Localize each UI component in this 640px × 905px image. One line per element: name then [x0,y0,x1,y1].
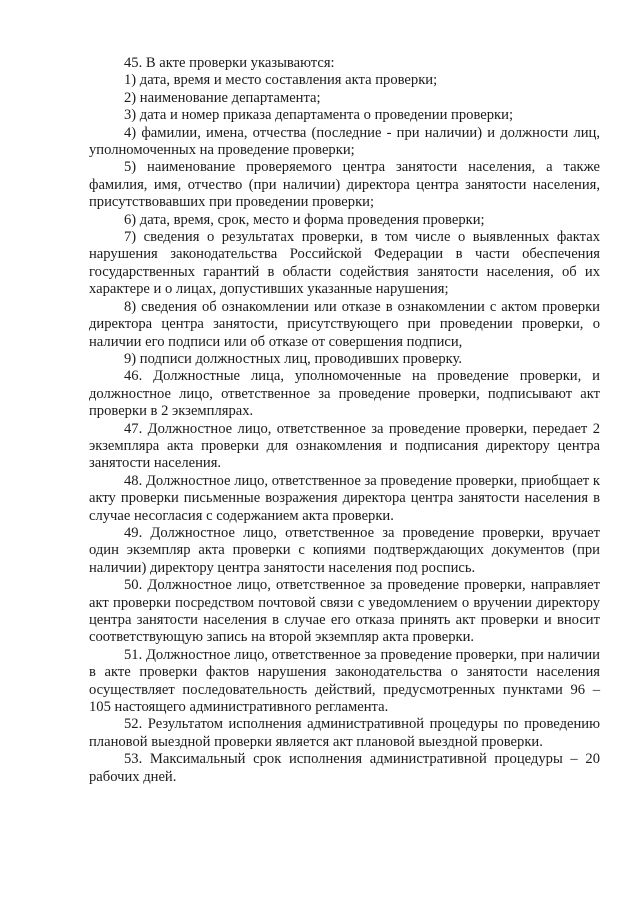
paragraph-46: 46. Должностные лица, уполномоченные на проведение проверки, и должностное лицо, ответственное за проведение проверки, подписывают акт проверки в 2 экземплярах. [89,368,600,420]
list-item-8: 8) сведения об ознакомлении или отказе в ознакомлении с актом проверки директора центра занятости, присутствующего при проведении проверки, о наличии его подписи или об отказе от совершения подписи, [89,298,600,350]
paragraph-53: 53. Максимальный срок исполнения административной процедуры – 20 рабочих дней. [89,751,600,785]
list-item-2: 2) наименование департамента; [124,89,321,106]
list-item-3: 3) дата и номер приказа департамента о проведении проверки; [124,107,514,124]
list-item-6: 6) дата, время, срок, место и форма проведения проверки; [124,211,485,228]
paragraph-47: 47. Должностное лицо, ответственное за проведение проверки, передает 2 экземпляра акта проверки для ознакомления и подписания директору центра занятости населения. [89,420,600,472]
paragraph-50: 50. Должностное лицо, ответственное за проведение проверки, направляет акт проверки посредством почтовой связи с уведомлением о вручении директору центра занятости населения в случае его отказа принять акт проверки и вносит соответствующую запись на второй экземпляр акта проверки. [89,577,600,646]
paragraph-49: 49. Должностное лицо, ответственное за проведение проверки, вручает один экземпляр акта проверки с копиями подтверждающих документов (при наличии) директору центра занятости населения под роспись. [89,524,600,576]
list-item-7: 7) сведения о результатах проверки, в том числе о выявленных фактах нарушения законодательства Российской Федерации в части обеспечения государственных гарантий в области содействия занятости населения, об их характере и о лицах, допустивших указанные нарушения; [89,229,600,298]
list-item-9: 9) подписи должностных лиц, проводивших проверку. [124,350,462,367]
paragraph-51: 51. Должностное лицо, ответственное за проведение проверки, при наличии в акте проверки фактов нарушения законодательства о занятости населения осуществляет последовательность действий, предусмотренных пунктами 96 – 105 настоящего административного регламента. [89,646,600,716]
paragraph-45: 45. В акте проверки указываются: [124,55,335,71]
list-item-4: 4) фамилии, имена, отчества (последние - при наличии) и должности лиц, уполномоченных на проведение проверки; [89,124,600,159]
paragraph-48: 48. Должностное лицо, ответственное за проведение проверки, приобщает к акту проверки письменные возражения директора центра занятости населения в случае несогласия с содержанием акта проверки. [89,472,600,524]
list-item-1: 1) дата, время и место составления акта проверки; [124,72,438,89]
paragraph-52: 52. Результатом исполнения административной процедуры по проведению плановой выездной проверки является акт плановой выездной проверки. [89,716,600,750]
list-item-5: 5) наименование проверяемого центра занятости населения, а также фамилия, имя, отчество (при наличии) директора центра занятости населения, присутствовавших при проведении проверки; [89,159,600,211]
